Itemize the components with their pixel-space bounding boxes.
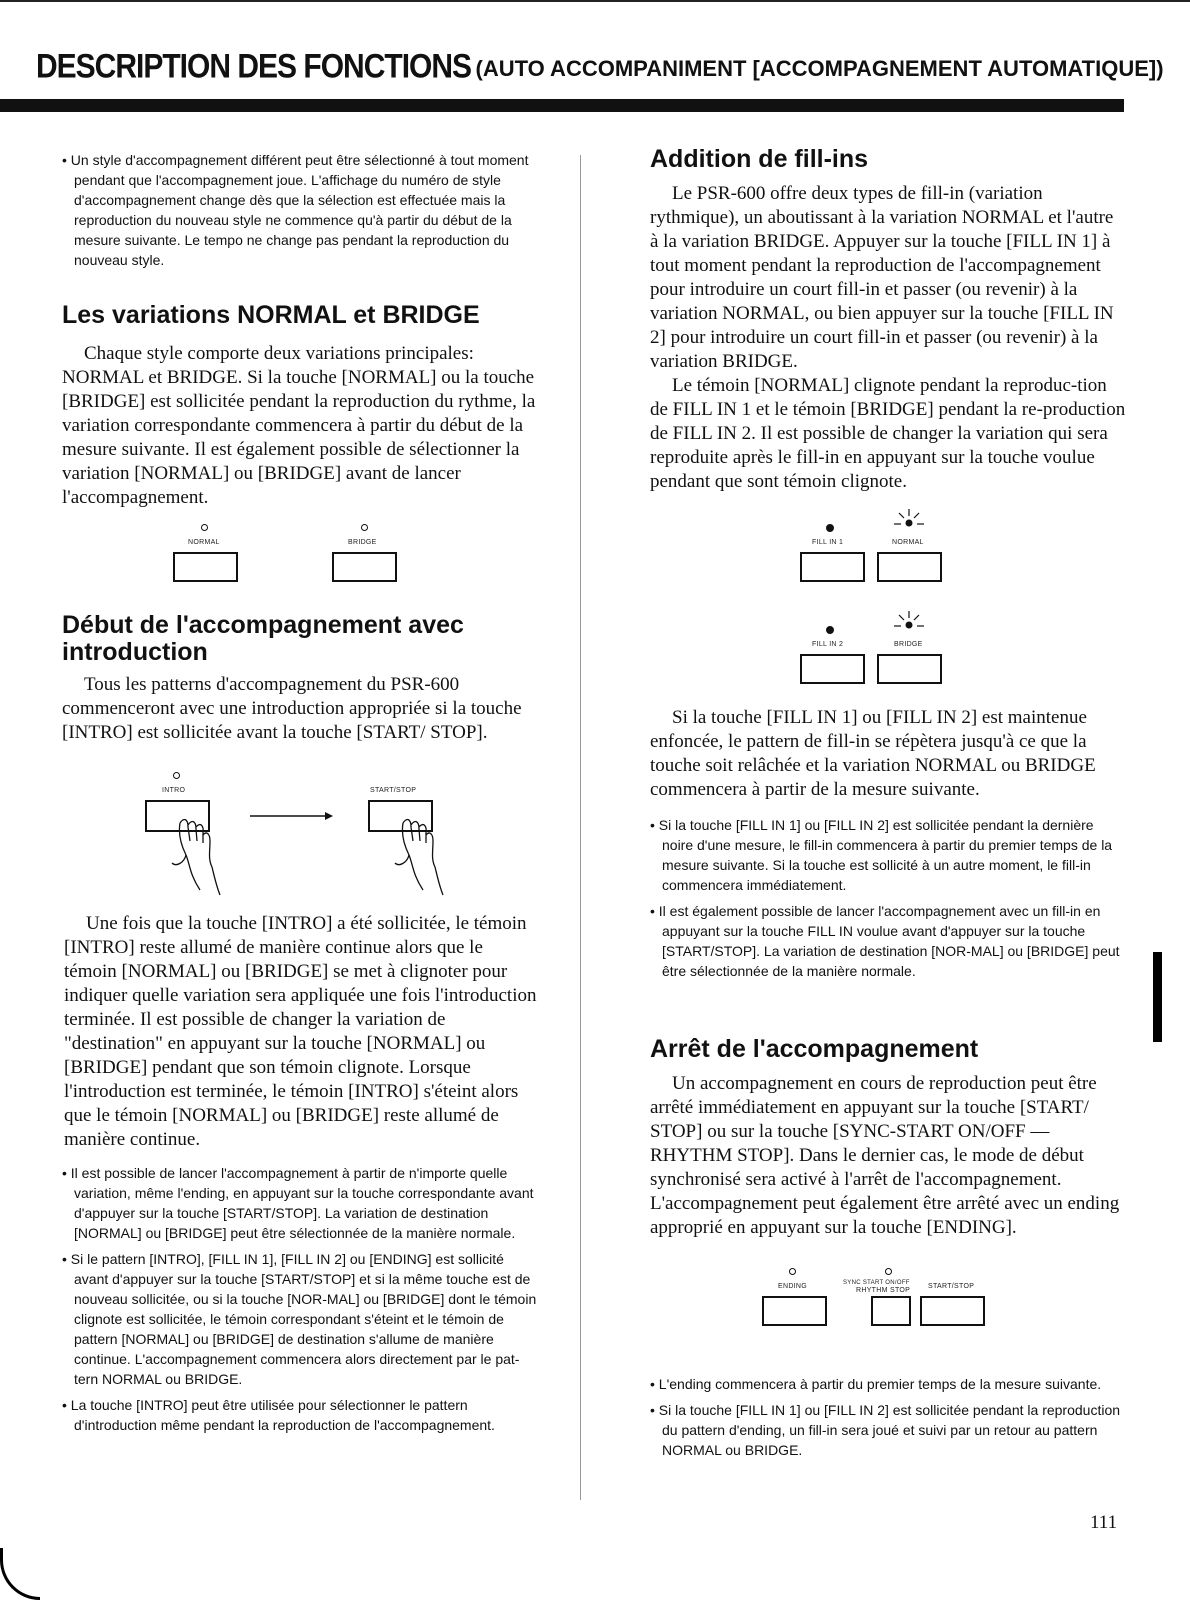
normal-label: NORMAL (188, 539, 220, 546)
normal-label-right: NORMAL (892, 539, 924, 546)
startstop-label-right: START/STOP (928, 1283, 975, 1290)
blink-icon (891, 506, 927, 532)
section-marker (1153, 952, 1162, 1042)
ending-lamp (789, 1268, 796, 1275)
sync-lamp (885, 1268, 892, 1275)
bridge-button-right[interactable] (877, 654, 942, 684)
right-notes-1 (650, 815, 1124, 981)
note-item: • Il est possible de lancer l'accompagnement à partir de n'importe quelle variation, même l'ending, en appuyant sur la touche correspondante avant d'appuyer sur la touche [START/STOP]. La variation de destination [NORMAL] ou [BRIDGE] peut être sélectionnée de la manière normale. (62, 1163, 540, 1243)
left-notes (62, 1163, 540, 1435)
fill2-label: FILL IN 2 (812, 641, 844, 648)
header-subtitle: (AUTO ACCOMPANIMENT [ACCOMPAGNEMENT AUTOMATIQUE]) (475, 56, 1164, 81)
bridge-button[interactable] (332, 552, 397, 582)
fill-in-2-button[interactable] (800, 654, 865, 684)
note-item: • Il est également possible de lancer l'accompagnement avec un fill-in en appuyant sur la touche FILL IN voulue avant d'appuyer sur la touche [START/STOP]. La variation de destination [NOR-MAL] ou [BRIDGE] peut être sélectionnée de la manière normale. (650, 901, 1124, 981)
note-item: • Si la touche [FILL IN 1] ou [FILL IN 2] est sollicitée pendant la dernière noire d'une mesure, le fill-in commencera à partir du premier temps de la mesure suivante. Si la touche est sollicité à un autre moment, le fill-in commencera immédiatement. (650, 815, 1124, 895)
bridge-label-right: BRIDGE (894, 641, 923, 648)
heading-fill-ins: Addition de fill-ins (650, 145, 869, 173)
crop-mark (0, 1548, 40, 1600)
intro-label: INTRO (162, 787, 186, 794)
note-item: • L'ending commencera à partir du premier temps de la mesure suivante. (650, 1374, 1124, 1394)
normal-lamp (201, 524, 208, 531)
para-fill-lamps: Le témoin [NORMAL] clignote pendant la reproduc-tion de FILL IN 1 et le témoin [BRIDGE] pendant la re-production de FILL IN 2. Il est possible de changer la variation qui sera reproduite après le fill-in en appuyant sur la touche voulue pendant que sont témoin clignote. (650, 375, 1126, 492)
para-intro: Tous les patterns d'accompagnement du PSR-600 commenceront avec une introduction appropriée si la touche [INTRO] est sollicitée avant la touche [START/ STOP]. (62, 674, 522, 743)
heading-normal-bridge: Les variations NORMAL et BRIDGE (62, 301, 480, 329)
ending-label: ENDING (778, 1283, 808, 1290)
note-item: • Si la touche [FILL IN 1] ou [FILL IN 2] est sollicitée pendant la reproduction du pattern d'ending, un fill-in sera joué et suivi par un retour au pattern NORMAL ou BRIDGE. (650, 1400, 1124, 1460)
normal-button-right[interactable] (877, 552, 942, 582)
para-stop: Un accompagnement en cours de reproduction peut être arrêté immédiatement en appuyant sur la touche [START/ STOP] ou sur la touche [SYNC-START ON/OFF — RHYTHM STOP]. Dans le dernier cas, le mode de début synchronisé sera activé à l'arrêt de l'accompagnement. L'accompagnement peut également être arrêté avec un ending approprié en appuyant sur la touche [ENDING]. (650, 1073, 1120, 1238)
intro-lamp (173, 772, 180, 779)
header-title: DESCRIPTION DES FONCTIONS (36, 47, 472, 86)
blink-icon (891, 608, 927, 634)
note-style-change: • Un style d'accompagnement différent peut être sélectionné à tout moment pendant que l'accompagnement joue. L'affichage du numéro de style d'accompagnement change dès que la sélection est effectuée mais la reproduction du nouveau style ne commence qu'à partir du début de la mesure suivante. Le tempo ne change pas pendant la reproduction du nouveau style. (62, 150, 552, 270)
normal-button[interactable] (173, 552, 238, 582)
para-normal-bridge: Chaque style comporte deux variations principales: NORMAL et BRIDGE. Si la touche [NORMAL] ou la touche [BRIDGE] est sollicitée pendant la reproduction du rythme, la variation correspondante commencera à partir du début de la mesure suivante. Il est également possible de sélectionner la variation [NORMAL] ou [BRIDGE] avant de lancer l'accompagnement. (62, 343, 536, 508)
fill1-label: FILL IN 1 (812, 539, 844, 546)
para-fill-ins: Le PSR-600 offre deux types de fill-in (variation rythmique), un aboutissant à la variation NORMAL et l'autre à la variation BRIDGE. Appuyer sur la touche [FILL IN 1] à tout moment pendant la reproduction de l'accompagnement pour introduire un court fill-in et passer (ou revenir) à la variation NORMAL, ou bien appuyer sur la touche [FILL IN 2] pour introduire un court fill-in et passer (ou revenir) à la variation BRIDGE. (650, 183, 1114, 372)
sync-start-button[interactable] (871, 1296, 911, 1326)
top-border (0, 0, 1190, 2)
start-stop-button-right[interactable] (920, 1296, 985, 1326)
rhythm-stop-label: RHYTHM STOP (856, 1287, 911, 1294)
bridge-lamp (361, 524, 368, 531)
heading-stop: Arrêt de l'accompagnement (650, 1035, 979, 1063)
bridge-label: BRIDGE (348, 539, 377, 546)
startstop-label: START/STOP (370, 787, 417, 794)
right-notes-2 (650, 1374, 1124, 1460)
fill2-lamp (826, 626, 834, 634)
ending-button[interactable] (762, 1296, 827, 1326)
column-divider (580, 155, 581, 1500)
page-number: 111 (1090, 1512, 1118, 1533)
press-arrow-diagram (140, 795, 450, 905)
hand-icon-2 (395, 820, 443, 895)
note-item: • Si le pattern [INTRO], [FILL IN 1], [FILL IN 2] ou [ENDING] est sollicité avant d'appuyer sur la touche [START/STOP] et si la même touche est de nouveau sollicitée, ou si la touche [NOR-MAL] ou [BRIDGE] dont le témoin clignote est sollicitée, le témoin correspondant s'éteint et le témoin de pattern [NORMAL] ou [BRIDGE] de destination s'allume de manière continue. L'accompagnement commencera alors directement par le pat-tern NORMAL ou BRIDGE. (62, 1249, 540, 1389)
hand-icon (172, 820, 220, 895)
fill-in-1-button[interactable] (800, 552, 865, 582)
header-rule (0, 99, 1124, 112)
para-fill-hold: Si la touche [FILL IN 1] ou [FILL IN 2] est maintenue enfoncée, le pattern de fill-in se répètera jusqu'à ce que la touche soit relâchée et la variation NORMAL ou BRIDGE commencera à partir de la mesure suivante. (650, 707, 1096, 800)
para-intro-lamps: Une fois que la touche [INTRO] a été sollicitée, le témoin [INTRO] reste allumé de manière continue alors que le témoin [NORMAL] ou [BRIDGE] se met à clignoter pour indiquer quelle variation sera appliquée une fois l'introduction terminée. Il est possible de changer la variation de "destination" en appuyant sur la touche [NORMAL] ou [BRIDGE] pendant que son témoin clignote. Lorsque l'introduction est terminée, le témoin [INTRO] s'éteint alors que le témoin [NORMAL] ou [BRIDGE] reste allumé de manière continue. (64, 913, 537, 1150)
note-item: • La touche [INTRO] peut être utilisée pour sélectionner le pattern d'introduction même pendant la reproduction de l'accompagnement. (62, 1395, 540, 1435)
fill1-lamp (826, 524, 834, 532)
heading-intro: Début de l'accompagnement avec introduction (62, 611, 464, 666)
sync-label: SYNC START ON/OFF (843, 1280, 910, 1286)
page-header (36, 47, 1164, 86)
